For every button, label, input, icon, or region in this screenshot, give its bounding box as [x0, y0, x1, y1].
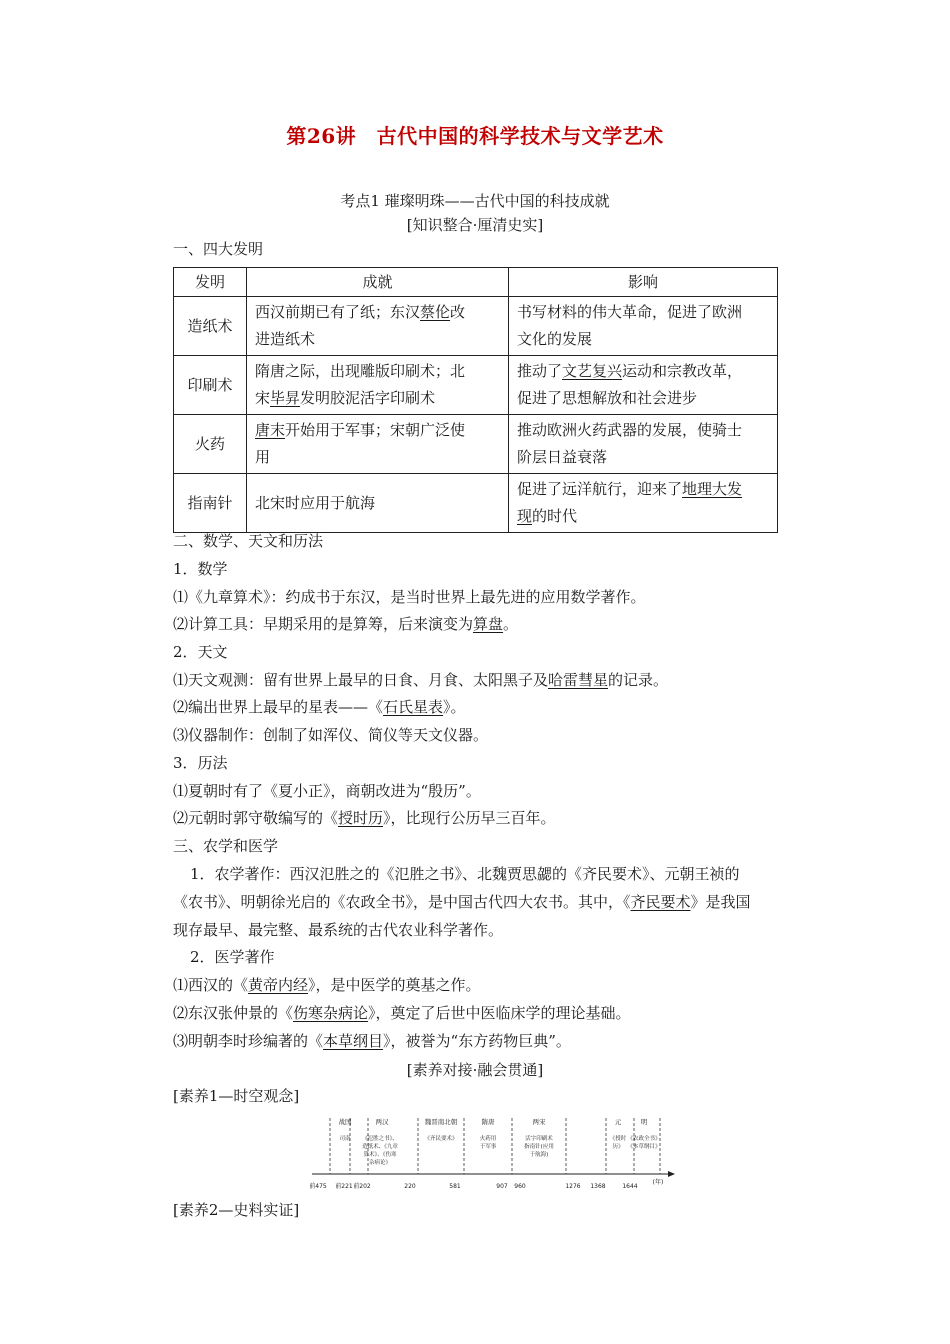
- paragraph: ⑶仪器制作：创制了如浑仪、简仪等天文仪器。: [173, 726, 489, 744]
- impact-cell: 书写材料的伟大革命，促进了欧洲 文化的发展: [509, 297, 778, 356]
- table-header-row: [174, 268, 778, 297]
- paragraph: 《农书》、明朝徐光启的《农政全书》，是中国古代四大农书。其中，《齐民要术》是我国: [173, 893, 751, 911]
- paragraph: ⑴夏朝时有了《夏小正》，商朝改进为“殷历”。: [173, 782, 481, 800]
- table-row: [174, 415, 778, 474]
- timeline-item: 指南针(应用: [524, 1144, 554, 1150]
- timeline-item: 《齐民要术》: [424, 1136, 458, 1142]
- table-header: 发明: [174, 268, 247, 297]
- section-tag: [素养2—史料实证]: [173, 1201, 300, 1219]
- section-heading: 三、农学和医学: [173, 837, 279, 855]
- timeline-year: 220: [404, 1183, 416, 1190]
- impact-cell: 推动欧洲火药武器的发展，使骑士 阶层日益衰落: [509, 415, 778, 474]
- inventions-table: [173, 267, 778, 533]
- paragraph: ⑶明朝李时珍编著的《本草纲目》，被誉为“东方药物巨典”。: [173, 1032, 571, 1050]
- timeline-year: 前202: [353, 1183, 371, 1190]
- achievement-cell: 北宋时应用于航海: [247, 474, 509, 533]
- sub-heading: 2．医学著作: [190, 948, 275, 966]
- section-heading: 二、数学、天文和历法: [173, 532, 324, 550]
- timeline-item: 《农政全书》: [627, 1136, 661, 1142]
- timeline-year: 前475: [309, 1183, 327, 1190]
- timeline-year: 1644: [622, 1183, 638, 1190]
- timeline-unit: (年): [652, 1179, 664, 1186]
- paragraph: ⑴《九章算术》：约成书于东汉，是当时世界上最先进的应用数学著作。: [173, 588, 646, 606]
- timeline-item: 于军事: [479, 1144, 497, 1150]
- achievement-cell: 唐末开始用于军事；宋朝广泛使 用: [247, 415, 509, 474]
- timeline-year: 前221: [335, 1183, 353, 1190]
- section-tag: [素养1—时空观念]: [173, 1087, 300, 1105]
- timeline-year: 960: [514, 1183, 526, 1190]
- timeline-item: 历》: [612, 1144, 624, 1150]
- timeline-period: 元: [614, 1118, 622, 1126]
- sub-heading: 2．天文: [173, 643, 228, 661]
- table-header: 成就: [247, 268, 509, 297]
- paragraph: 1．农学著作：西汉氾胜之的《氾胜之书》、北魏贾思勰的《齐民要术》、元朝王祯的: [190, 865, 740, 883]
- sub-heading: 3．历法: [173, 754, 228, 772]
- timeline-item: 《授时: [609, 1136, 627, 1142]
- table-row: [174, 297, 778, 356]
- timeline-year: 1276: [565, 1183, 581, 1190]
- section-tag: [知识整合·厘清史实]: [406, 216, 544, 234]
- page-title: 第26讲 古代中国的科学技术与文学艺术: [286, 124, 664, 148]
- paragraph: ⑵元朝时郭守敬编写的《授时历》，比现行公历早三百年。: [173, 809, 556, 827]
- achievement-cell: 西汉前期已有了纸；东汉蔡伦改 进造纸术: [247, 297, 509, 356]
- timeline-period: 战国: [338, 1118, 352, 1126]
- timeline-item: 于航海): [529, 1152, 549, 1158]
- paragraph: ⑵计算工具：早期采用的是算筹，后来演变为算盘。: [173, 615, 519, 633]
- invention-name: 火药: [174, 415, 247, 474]
- timeline-item: 造纸术、《九章: [362, 1144, 398, 1150]
- timeline-item: 司南: [339, 1136, 351, 1142]
- timeline-period: 两汉: [375, 1118, 389, 1126]
- timeline-arrow: [668, 1171, 675, 1177]
- timeline-item: 活字印刷术: [525, 1136, 553, 1142]
- achievement-cell: 隋唐之际，出现雕版印刷术；北 宋毕昇发明胶泥活字印刷术: [247, 356, 509, 415]
- invention-name: 造纸术: [174, 297, 247, 356]
- section-heading: 一、四大发明: [173, 240, 264, 258]
- paragraph: ⑵东汉张仲景的《伤寒杂病论》，奠定了后世中医临床学的理论基础。: [173, 1004, 631, 1022]
- sub-heading: 1．数学: [173, 560, 228, 578]
- impact-cell: 推动了文艺复兴运动和宗教改革， 促进了思想解放和社会进步: [509, 356, 778, 415]
- timeline-period: 明: [640, 1118, 648, 1126]
- section-tag: [素养对接·融会贯通]: [406, 1061, 544, 1079]
- table-header: 影响: [509, 268, 778, 297]
- timeline-periods: [339, 1117, 648, 1126]
- timeline-year: 581: [449, 1183, 461, 1190]
- table-row: [174, 356, 778, 415]
- timeline-item: 杂病论》: [368, 1160, 392, 1166]
- timeline-item: 《本草纲目》: [627, 1144, 661, 1150]
- paragraph: 现存最早、最完整、最系统的古代农业科学著作。: [173, 921, 504, 939]
- timeline-period: 隋唐: [481, 1118, 495, 1126]
- timeline-years: [309, 1178, 663, 1190]
- paragraph: ⑴天文观测：留有世界上最早的日食、月食、太阳黑子及哈雷彗星的记录。: [173, 671, 669, 689]
- table-row: [174, 474, 778, 533]
- paragraph: ⑴西汉的《黄帝内经》，是中医学的奠基之作。: [173, 976, 481, 994]
- timeline-year: 1368: [590, 1183, 606, 1190]
- timeline-year: 907: [496, 1183, 508, 1190]
- timeline-item: 火药用: [479, 1136, 497, 1142]
- timeline-period: 两宋: [532, 1118, 546, 1126]
- kaodian-heading: 考点1 璀璨明珠——古代中国的科技成就: [340, 192, 610, 210]
- timeline-item: 算术》、《伤寒: [363, 1152, 397, 1158]
- timeline-diagram: [300, 1110, 685, 1195]
- invention-name: 指南针: [174, 474, 247, 533]
- impact-cell: 促进了远洋航行，迎来了地理大发 现的时代: [509, 474, 778, 533]
- timeline-period: 魏晋南北朝: [424, 1118, 458, 1126]
- timeline-items: [339, 1134, 660, 1166]
- paragraph: ⑵编出世界上最早的星表——《石氏星表》。: [173, 698, 466, 716]
- invention-name: 印刷术: [174, 356, 247, 415]
- timeline-item: 《氾胜之书》、: [362, 1136, 398, 1142]
